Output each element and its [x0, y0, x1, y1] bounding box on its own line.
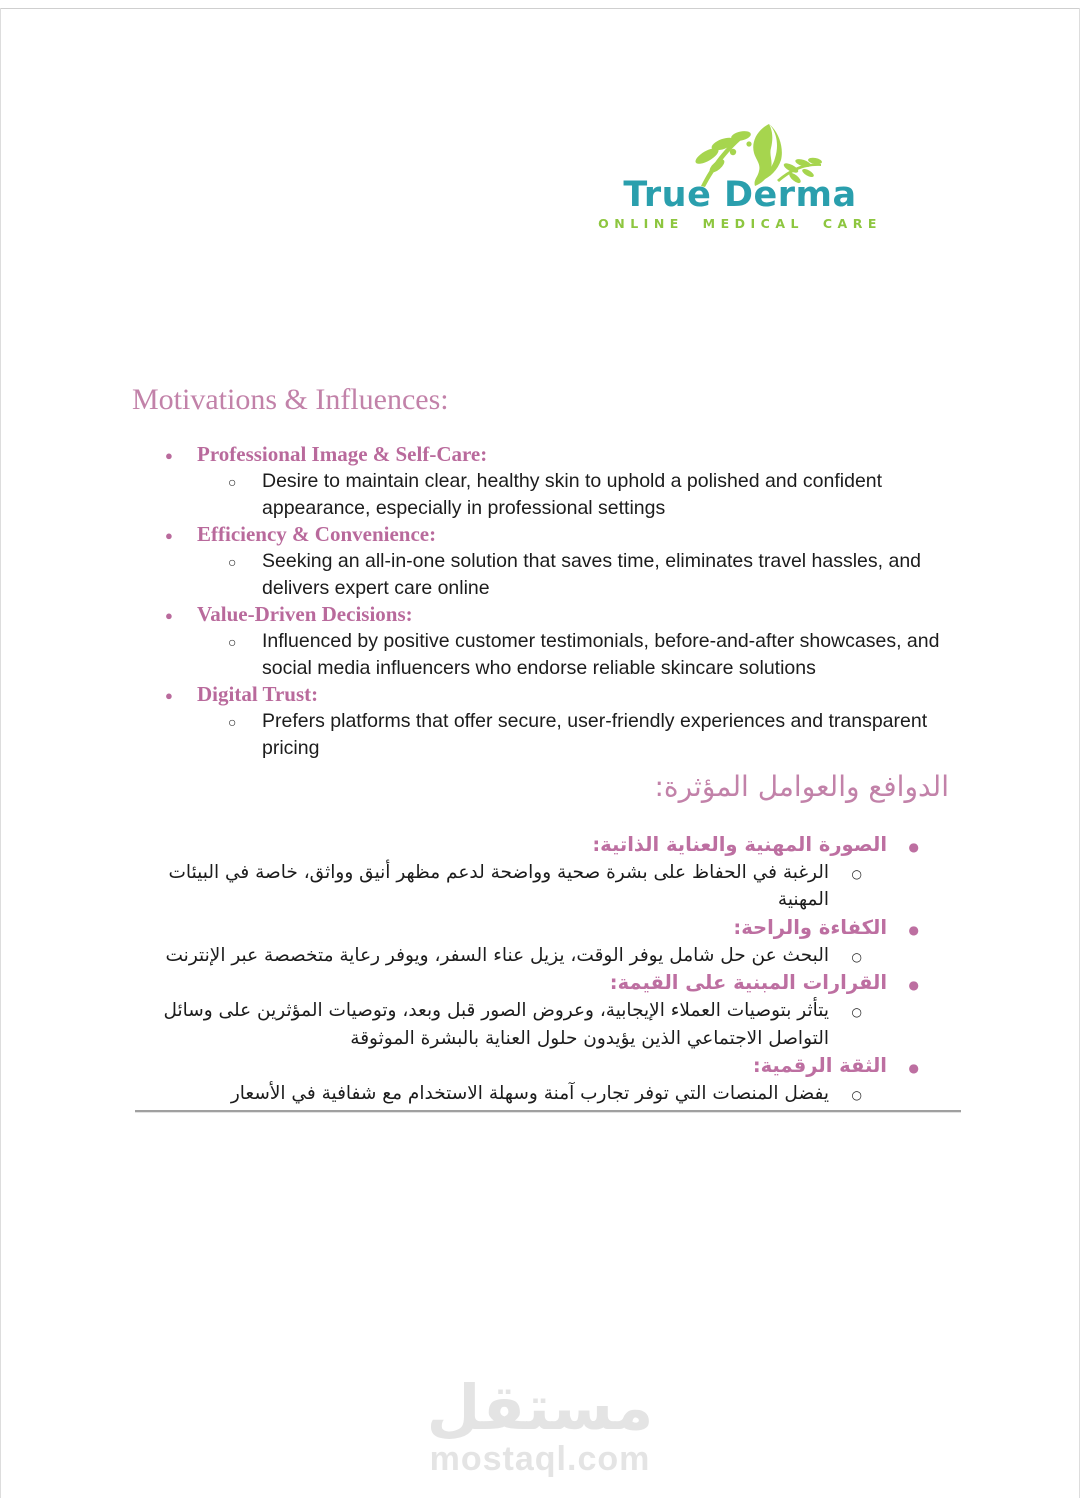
bullet-title: ● Value-Driven Decisions:: [132, 601, 968, 628]
list-item: [119, 831, 949, 914]
brand-tagline: ONLINE MEDICAL CARE: [598, 216, 882, 231]
watermark: [0, 1371, 1080, 1479]
brand-name: True Derma: [623, 175, 857, 215]
bullet-title: ● Professional Image & Self-Care:: [132, 441, 968, 468]
page-border-top: [0, 8, 1080, 9]
list-item: [119, 969, 949, 1052]
list-item: [119, 914, 949, 970]
section-heading-english: Motivations & Influences:: [132, 383, 449, 416]
bullet-detail: ○ Desire to maintain clear, healthy skin to uphold a polished and confident appearance, especially in professional settings: [132, 468, 952, 521]
arabic-section: [119, 770, 949, 1108]
bullet-title: ● الصورة المهنية والعناية الذاتية:: [119, 831, 949, 859]
bullet-detail: ○ Influenced by positive customer testimonials, before-and-after showcases, and social media influencers who endorse reliable skincare solutions: [132, 628, 952, 681]
watermark-domain: mostaql.com: [429, 1440, 651, 1479]
bullet-detail: ○ يفضل المنصات التي توفر تجارب آمنة وسهلة الاستخدام مع شفافية في الأسعار: [119, 1080, 949, 1108]
bullet-detail: ○ الرغبة في الحفاظ على بشرة صحية وواضحة لدعم مظهر أنيق وواثق، خاصة في البيئات المهنية: [119, 859, 949, 914]
bullet-title: ● Digital Trust:: [132, 681, 968, 708]
watermark-arabic-logo: مستقل: [426, 1371, 654, 1444]
list-item: [132, 681, 968, 761]
bullet-detail: ○ يتأثر بتوصيات العملاء الإيجابية، وعروض الصور قبل وبعد، وتوصيات المؤثرين على وسائل التواصل الاجتماعي الذين يؤيدون حلول العناية بالبشرة الموثوقة: [119, 997, 949, 1052]
list-item: [132, 601, 968, 681]
section-heading-arabic: الدوافع والعوامل المؤثرة:: [654, 770, 949, 803]
list-item: [119, 1052, 949, 1108]
bullet-detail: ○ Seeking an all-in-one solution that saves time, eliminates travel hassles, and delivers expert care online: [132, 548, 952, 601]
english-section: [132, 383, 968, 761]
bullet-detail: ○ البحث عن حل شامل يوفر الوقت، يزيل عناء السفر، ويوفر رعاية متخصصة عبر الإنترنت: [119, 942, 949, 970]
bullet-title: ● القرارات المبنية على القيمة:: [119, 969, 949, 997]
bullet-title: ● الكفاءة والراحة:: [119, 914, 949, 942]
bullet-title: ● الثقة الرقمية:: [119, 1052, 949, 1080]
list-item: [132, 521, 968, 601]
list-item: [132, 441, 968, 521]
brand-logo: [588, 122, 892, 231]
horizontal-divider: [135, 1110, 961, 1112]
bullet-title: ● Efficiency & Convenience:: [132, 521, 968, 548]
bullet-detail: ○ Prefers platforms that offer secure, user-friendly experiences and transparent pricing: [132, 708, 952, 761]
page-border-left: [0, 8, 1, 1498]
